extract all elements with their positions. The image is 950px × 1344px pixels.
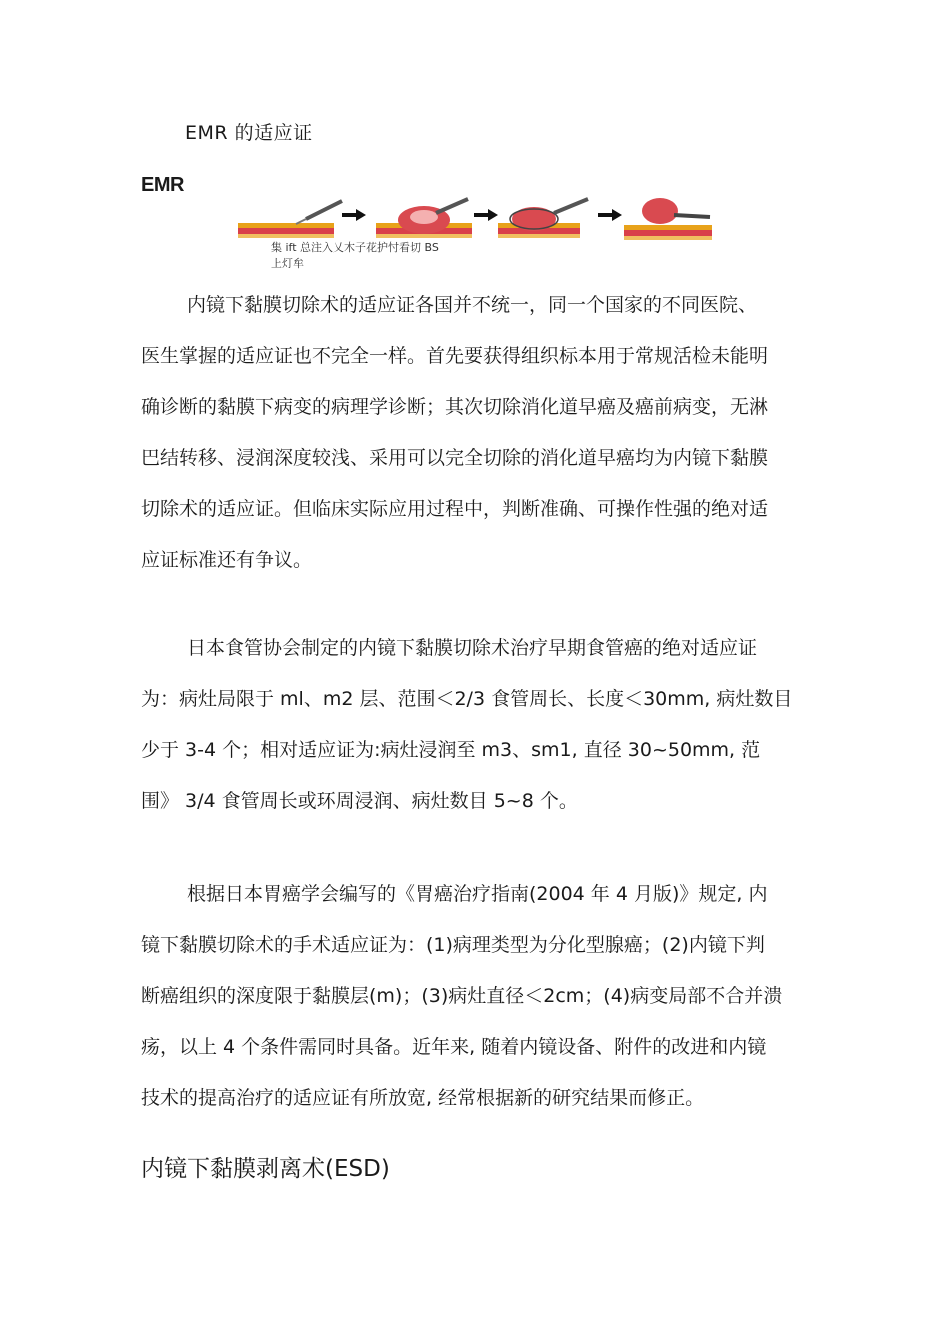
paragraph-esophageal-society <box>141 623 811 827</box>
paragraph-gastric-guideline <box>141 869 811 1124</box>
paragraph-line: 围》 3/4 食管周长或环周浸润、病灶数目 5~8 个。 <box>141 790 578 812</box>
step-lifted <box>376 199 472 238</box>
caption-line-2: 上灯牟 <box>271 257 304 270</box>
figure-label: EMR <box>141 174 184 196</box>
emr-indications-heading: EMR 的适应证 <box>185 122 313 144</box>
paragraph-emr-indications <box>141 280 811 586</box>
paragraph-line: 应证标准还有争议。 <box>141 549 313 571</box>
esd-section-heading: 内镜下黏膜剥离术(ESD) <box>141 1156 390 1182</box>
arrow-1 <box>342 209 366 221</box>
paragraph-line: 少于 3-4 个；相对适应证为:病灶浸润至 m3、sm1, 直径 30~50mm, 范 <box>141 739 761 761</box>
step-resected <box>624 198 712 240</box>
paragraph-line: 根据日本胃癌学会编写的《胃癌治疗指南(2004 年 4 月版)》规定, 内 <box>187 883 768 905</box>
paragraph-line: 为：病灶局限于 ml、m2 层、范围＜2/3 食管周长、长度＜30mm, 病灶数目 <box>141 688 793 710</box>
paragraph-line: 镜下黏膜切除术的手术适应证为：(1)病理类型为分化型腺癌；(2)内镜下判 <box>141 934 765 956</box>
arrow-3 <box>598 209 622 221</box>
step-snare <box>498 199 588 238</box>
emr-procedure-diagram <box>236 195 716 245</box>
figure-caption <box>271 240 439 272</box>
paragraph-line: 技术的提高治疗的适应证有所放宽, 经常根据新的研究结果而修正。 <box>141 1087 705 1109</box>
paragraph-line: 疡，以上 4 个条件需同时具备。近年来, 随着内镜设备、附件的改进和内镜 <box>141 1036 767 1058</box>
paragraph-line: 切除术的适应证。但临床实际应用过程中，判断准确、可操作性强的绝对适 <box>141 498 769 520</box>
paragraph-line: 医生掌握的适应证也不完全一样。首先要获得组织标本用于常规活检未能明 <box>141 345 769 367</box>
paragraph-line: 巴结转移、浸润深度较浅、采用可以完全切除的消化道早癌均为内镜下黏膜 <box>141 447 769 469</box>
caption-line-1: 集 ift 总注入乂木子花护忖看切 BS <box>271 241 439 254</box>
arrow-2 <box>474 209 498 221</box>
paragraph-line: 内镜下黏膜切除术的适应证各国并不统一，同一个国家的不同医院、 <box>187 294 758 316</box>
paragraph-line: 确诊断的黏膜下病变的病理学诊断；其次切除消化道早癌及癌前病变，无淋 <box>141 396 769 418</box>
paragraph-line: 日本食管协会制定的内镜下黏膜切除术治疗早期食管癌的绝对适应证 <box>187 637 758 659</box>
step-injection <box>238 201 342 238</box>
paragraph-line: 断癌组织的深度限于黏膜层(m)；(3)病灶直径＜2cm；(4)病变局部不合并溃 <box>141 985 783 1007</box>
